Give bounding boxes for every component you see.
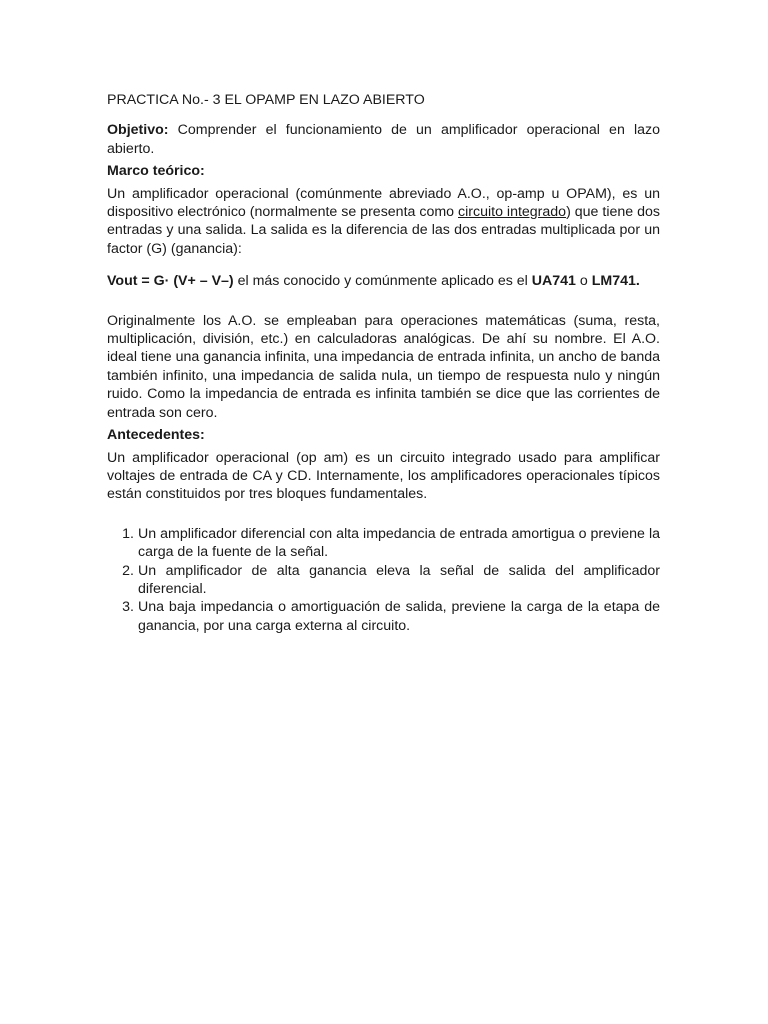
objective-paragraph xyxy=(107,121,660,158)
circuito-integrado-link[interactable]: circuito integrado xyxy=(458,204,567,221)
chip-ua741: UA741 xyxy=(531,273,576,290)
background-paragraph: Un amplificador operacional (op am) es un circuito integrado usado para amplificar voltajes de entrada de CA y CD. Internamente, los amplificadores operacionales típicos están constituidos por tres bloques fundamentales. xyxy=(107,449,660,503)
page-title: PRACTICA No.- 3 EL OPAMP EN LAZO ABIERTO xyxy=(107,92,425,108)
formula: Vout = G· (V+ – V–) xyxy=(107,273,234,290)
list-number: 2. xyxy=(122,562,134,579)
list-item xyxy=(107,525,660,562)
list-number: 3. xyxy=(122,599,134,616)
list-text: Una baja impedancia o amortiguación de salida, previene la carga de la etapa de ganancia, por una carga externa al circuito. xyxy=(138,599,660,634)
fundamental-blocks-list xyxy=(107,525,660,635)
list-text: Un amplificador de alta ganancia eleva la señal de salida del amplificador diferencial. xyxy=(138,562,660,597)
formula-paragraph: Vout = G· (V+ – V–) el más conocido y comúnmente aplicado es el UA741 o LM741. xyxy=(107,273,640,290)
background-heading: Antecedentes: xyxy=(107,427,205,444)
chip-lm741: LM741. xyxy=(591,273,640,290)
list-item xyxy=(107,562,660,599)
objective-text: Comprender el funcionamiento de un amplificador operacional en lazo abierto. xyxy=(107,122,660,157)
list-text: Un amplificador diferencial con alta impedancia de entrada amortigua o previene la carga de la fuente de la señal. xyxy=(138,525,660,561)
objective-label: Objetivo: xyxy=(107,122,169,139)
list-item xyxy=(107,598,660,635)
list-number: 1. xyxy=(122,525,134,542)
theory-heading: Marco teórico: xyxy=(107,163,205,180)
document-body xyxy=(107,91,660,635)
theory-paragraph-2: Originalmente los A.O. se empleaban para operaciones matemáticas (suma, resta, multiplicación, división, etc.) en calculadoras analógicas. De ahí su nombre. El A.O. ideal tiene una ganancia infinita, una impedancia de entrada infinita, un ancho de banda también infinito, una impedancia de salida nula, un tiempo de respuesta nulo y ningún ruido. Como la impedancia de entrada es infinita también se dice que las corrientes de entrada son cero. xyxy=(107,312,660,421)
theory-paragraph-1: Un amplificador operacional (comúnmente abreviado A.O., op-amp u OPAM), es un dispositivo electrónico (normalmente se presenta como circuito integrado) que tiene dos entradas y una salida. La salida es la diferencia de las dos entradas multiplicada por un factor (G) (ganancia): xyxy=(107,185,660,257)
